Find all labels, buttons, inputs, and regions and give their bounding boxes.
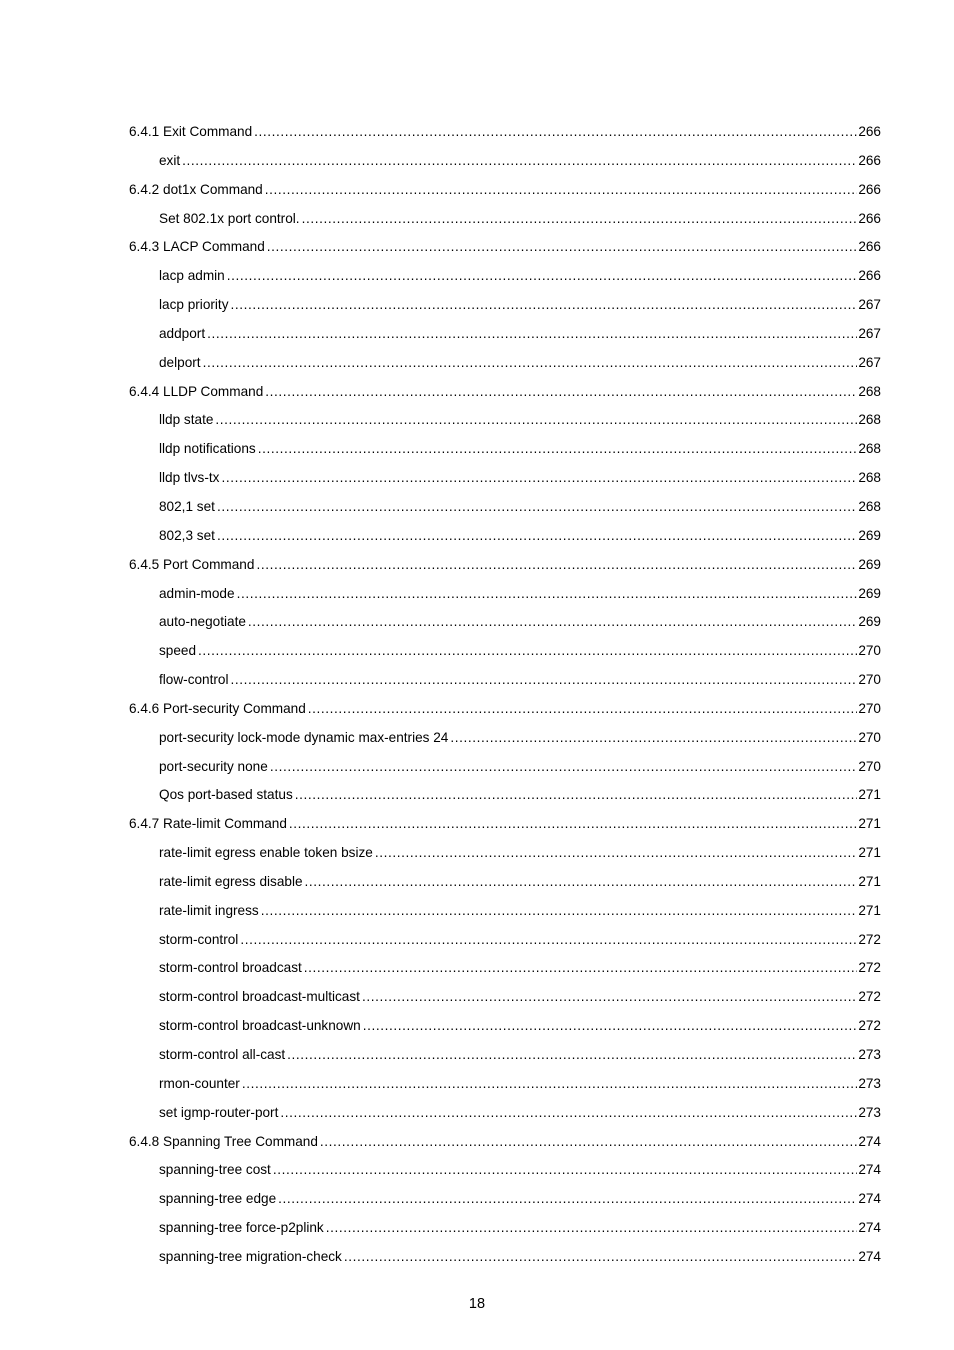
toc-subentry[interactable]	[129, 637, 881, 666]
toc-subentry[interactable]	[129, 464, 881, 493]
toc-subentry[interactable]	[129, 522, 881, 551]
toc-entry-title: 6.4.3 LACP Command	[129, 239, 265, 255]
toc-entry-title: 6.4.1 Exit Command	[129, 124, 253, 139]
toc-subentry[interactable]	[129, 781, 881, 810]
toc-dot-leader	[256, 551, 857, 580]
toc-subentry[interactable]	[129, 753, 881, 782]
toc-entry-page-number: 269	[858, 556, 881, 572]
toc-entry-page-number: 273	[858, 1104, 881, 1120]
toc-subentry[interactable]	[129, 1041, 881, 1070]
toc-entry-page-number: 268	[858, 498, 881, 514]
toc-entry-title: 802,3 set	[159, 527, 215, 543]
toc-entry-title: lldp tlvs-tx	[159, 470, 220, 486]
toc-subentry[interactable]	[129, 1156, 881, 1185]
toc-entry-page-number: 274	[858, 1133, 881, 1149]
toc-dot-leader	[182, 147, 857, 176]
toc-entry-page-number: 266	[858, 124, 881, 139]
toc-entry-page-number: 273	[858, 1047, 881, 1062]
toc-dot-leader	[287, 1041, 857, 1070]
toc-entry-page-number: 274	[858, 1191, 881, 1207]
toc-entry-title: rate-limit ingress	[159, 902, 259, 918]
toc-dot-leader	[242, 1070, 857, 1099]
toc-subentry[interactable]	[129, 983, 881, 1012]
toc-entry-title: delport	[159, 354, 201, 370]
toc-entry-page-number: 270	[858, 672, 881, 688]
toc-section-entry[interactable]	[129, 233, 881, 262]
toc-entry-title: 6.4.4 LLDP Command	[129, 383, 264, 399]
toc-entry-title: 6.4.8 Spanning Tree Command	[129, 1133, 318, 1149]
toc-dot-leader	[295, 781, 858, 810]
toc-entry-title: Set 802.1x port control.	[159, 210, 300, 226]
toc-subentry[interactable]	[129, 147, 881, 176]
toc-entry-page-number: 268	[858, 383, 881, 399]
toc-dot-leader	[305, 868, 858, 897]
toc-entry-page-number: 270	[858, 758, 881, 774]
toc-dot-leader	[203, 349, 858, 378]
toc-entry-title: 6.4.6 Port-security Command	[129, 700, 306, 716]
toc-entry-title: 6.4.5 Port Command	[129, 556, 255, 572]
toc-subentry[interactable]	[129, 493, 881, 522]
toc-dot-leader	[326, 1214, 858, 1243]
toc-subentry[interactable]	[129, 1012, 881, 1041]
toc-entry-title: lldp state	[159, 412, 214, 428]
toc-entry-title: storm-control broadcast-multicast	[159, 989, 360, 1005]
toc-dot-leader	[308, 695, 858, 724]
toc-entry-page-number: 268	[858, 441, 881, 457]
toc-dot-leader	[267, 233, 858, 262]
table-of-contents	[129, 118, 881, 1272]
toc-entry-page-number: 271	[858, 845, 881, 861]
toc-entry-title: flow-control	[159, 672, 229, 688]
toc-subentry[interactable]	[129, 435, 881, 464]
toc-dot-leader	[273, 1156, 857, 1185]
toc-entry-title: port-security none	[159, 758, 268, 774]
toc-subentry[interactable]	[129, 1099, 881, 1128]
toc-entry-page-number: 271	[858, 902, 881, 918]
toc-entry-page-number: 268	[858, 470, 881, 486]
toc-dot-leader	[280, 1099, 857, 1128]
toc-entry-title: exit	[159, 152, 181, 168]
toc-entry-title: auto-negotiate	[159, 614, 246, 630]
toc-subentry[interactable]	[129, 262, 881, 291]
toc-entry-page-number: 269	[858, 585, 881, 601]
toc-dot-leader	[270, 753, 858, 782]
toc-section-entry[interactable]	[129, 1128, 881, 1157]
toc-entry-title: 6.4.7 Rate-limit Command	[129, 816, 287, 832]
toc-entry-title: storm-control	[159, 931, 239, 947]
toc-subentry[interactable]	[129, 320, 881, 349]
toc-entry-page-number: 270	[858, 643, 881, 659]
toc-dot-leader	[450, 724, 857, 753]
toc-entry-page-number: 273	[858, 1075, 881, 1091]
toc-dot-leader	[217, 522, 857, 551]
toc-dot-leader	[320, 1128, 857, 1157]
toc-subentry[interactable]	[129, 608, 881, 637]
toc-dot-leader	[278, 1185, 857, 1214]
toc-entry-title: storm-control all-cast	[159, 1047, 286, 1062]
toc-section-entry[interactable]	[129, 118, 881, 147]
toc-dot-leader	[237, 580, 858, 609]
toc-dot-leader	[221, 464, 857, 493]
toc-entry-page-number: 269	[858, 614, 881, 630]
toc-entry-page-number: 274	[858, 1162, 881, 1178]
toc-entry-title: storm-control broadcast-unknown	[159, 1018, 361, 1034]
toc-entry-title: 6.4.2 dot1x Command	[129, 181, 263, 197]
toc-entry-page-number: 271	[858, 816, 881, 832]
toc-entry-page-number: 270	[858, 700, 881, 716]
toc-dot-leader	[248, 608, 857, 637]
toc-entry-page-number: 266	[858, 268, 881, 284]
toc-entry-page-number: 266	[858, 152, 881, 168]
toc-dot-leader	[215, 406, 857, 435]
toc-subentry[interactable]	[129, 1070, 881, 1099]
toc-entry-page-number: 271	[858, 873, 881, 889]
toc-subentry[interactable]	[129, 1243, 881, 1272]
toc-subentry[interactable]	[129, 291, 881, 320]
toc-entry-page-number: 272	[858, 989, 881, 1005]
toc-subentry[interactable]	[129, 580, 881, 609]
toc-entry-title: rate-limit egress enable token bsize	[159, 845, 373, 861]
toc-dot-leader	[289, 810, 857, 839]
toc-entry-title: admin-mode	[159, 585, 235, 601]
toc-entry-title: lacp priority	[159, 297, 229, 313]
toc-dot-leader	[207, 320, 857, 349]
toc-subentry[interactable]	[129, 349, 881, 378]
toc-entry-title: spanning-tree edge	[159, 1191, 277, 1207]
toc-entry-title: addport	[159, 325, 206, 341]
toc-subentry[interactable]	[129, 1185, 881, 1214]
toc-entry-page-number: 270	[858, 729, 881, 745]
toc-entry-page-number: 274	[858, 1220, 881, 1236]
toc-subentry[interactable]	[129, 724, 881, 753]
toc-dot-leader	[258, 435, 858, 464]
toc-dot-leader	[344, 1243, 857, 1272]
toc-entry-page-number: 266	[858, 239, 881, 255]
toc-subentry[interactable]	[129, 839, 881, 868]
toc-dot-leader	[261, 897, 858, 926]
toc-section-entry[interactable]	[129, 176, 881, 205]
toc-dot-leader	[254, 118, 857, 147]
toc-dot-leader	[302, 205, 858, 234]
toc-entry-title: spanning-tree force-p2plink	[159, 1220, 324, 1236]
toc-subentry[interactable]	[129, 406, 881, 435]
toc-section-entry[interactable]	[129, 378, 881, 407]
toc-dot-leader	[375, 839, 857, 868]
toc-dot-leader	[198, 637, 857, 666]
toc-dot-leader	[217, 493, 857, 522]
toc-entry-page-number: 266	[858, 181, 881, 197]
toc-entry-page-number: 269	[858, 527, 881, 543]
toc-entry-page-number: 272	[858, 931, 881, 947]
toc-subentry[interactable]	[129, 926, 881, 955]
toc-dot-leader	[362, 983, 857, 1012]
toc-dot-leader	[240, 926, 857, 955]
toc-dot-leader	[227, 262, 858, 291]
toc-entry-page-number: 267	[858, 297, 881, 313]
toc-entry-page-number: 267	[858, 325, 881, 341]
toc-entry-page-number: 272	[858, 1018, 881, 1034]
toc-subentry[interactable]	[129, 1214, 881, 1243]
toc-section-entry[interactable]	[129, 695, 881, 724]
toc-subentry[interactable]	[129, 205, 881, 234]
toc-dot-leader	[265, 176, 858, 205]
toc-dot-leader	[265, 378, 857, 407]
toc-dot-leader	[304, 954, 858, 983]
toc-entry-title: lldp notifications	[159, 441, 256, 457]
toc-entry-title: spanning-tree cost	[159, 1162, 271, 1178]
toc-subentry[interactable]	[129, 954, 881, 983]
toc-subentry[interactable]	[129, 868, 881, 897]
toc-subentry[interactable]	[129, 897, 881, 926]
toc-entry-title: rmon-counter	[159, 1075, 240, 1091]
toc-entry-title: speed	[159, 643, 197, 659]
toc-entry-title: set igmp-router-port	[159, 1104, 279, 1120]
toc-entry-title: spanning-tree migration-check	[159, 1248, 342, 1264]
toc-entry-title: 802,1 set	[159, 498, 215, 514]
toc-entry-page-number: 267	[858, 354, 881, 370]
toc-entry-title: storm-control broadcast	[159, 960, 302, 976]
toc-entry-page-number: 266	[858, 210, 881, 226]
page-number: 18	[468, 1296, 486, 1312]
toc-entry-title: rate-limit egress disable	[159, 873, 303, 889]
toc-entry-page-number: 268	[858, 412, 881, 428]
toc-entry-page-number: 274	[858, 1248, 881, 1264]
toc-entry-page-number: 272	[858, 960, 881, 976]
toc-section-entry[interactable]	[129, 551, 881, 580]
toc-dot-leader	[363, 1012, 858, 1041]
toc-entry-title: port-security lock-mode dynamic max-entries 24	[159, 729, 449, 745]
toc-entry-title: lacp admin	[159, 268, 225, 284]
toc-dot-leader	[231, 666, 858, 695]
toc-dot-leader	[231, 291, 858, 320]
toc-entry-title: Qos port-based status	[159, 787, 293, 803]
toc-entry-page-number: 271	[858, 787, 881, 803]
toc-section-entry[interactable]	[129, 810, 881, 839]
toc-subentry[interactable]	[129, 666, 881, 695]
